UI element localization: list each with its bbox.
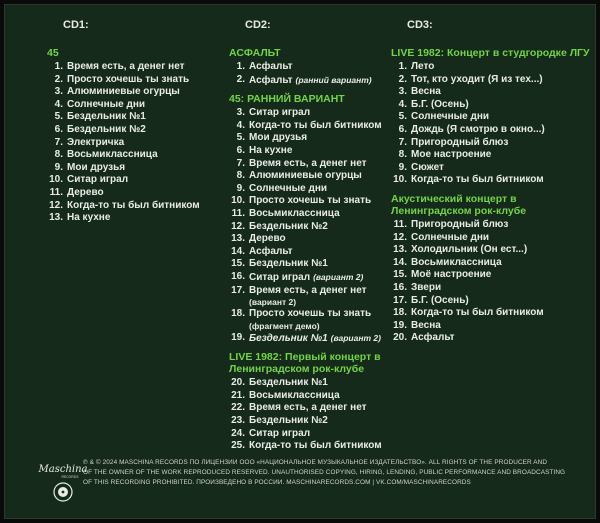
track-item (389, 86, 594, 99)
track-title (411, 219, 508, 232)
track-number: 13. (49, 212, 63, 224)
track-number: 11. (231, 207, 245, 219)
track-title (411, 307, 544, 320)
track-title (249, 170, 362, 183)
cd3-column (389, 19, 594, 345)
track-item (389, 162, 594, 175)
track-title (249, 221, 328, 234)
track-item (227, 402, 397, 415)
track-item (227, 107, 397, 120)
track-item (227, 258, 397, 271)
track-number: 12. (231, 220, 245, 232)
track-title-text: Бездельник №1 (249, 332, 328, 344)
track-item (45, 187, 225, 200)
track-title-text: Звери (411, 281, 442, 293)
track-number: 8. (54, 149, 63, 161)
track-number: 4. (54, 98, 63, 110)
track-item (227, 332, 397, 346)
track-title-text: Б.Г. (Осень) (411, 98, 469, 110)
track-title (411, 111, 489, 124)
track-title-text: Солнечные дни (411, 231, 490, 243)
track-title-text: Солнечные дни (67, 98, 146, 110)
track-item (227, 377, 397, 390)
track-title-text: Просто хочешь ты знать (67, 73, 190, 85)
track-item (389, 244, 594, 257)
track-title-text: Бездельник №2 (249, 415, 328, 427)
footer-line: ℗ & © 2024 MASCHINA RECORDS ПО ЛИЦЕНЗИИ ООО «НАЦИОНАЛЬНОЕ МУЗЫКАЛЬНОЕ ИЗДАТЕЛЬСТВО». ALL RIGHTS OF THE PRODUCER AND (83, 459, 548, 466)
cd1-column (45, 19, 225, 225)
track-number: 14. (231, 245, 245, 257)
track-title-text: Дождь (Я смотрю в окно...) (411, 123, 545, 135)
track-title-text: Дерево (67, 186, 104, 198)
track-number: 15. (393, 269, 407, 281)
track-title-text: Холодильник (Он ест...) (411, 244, 528, 256)
track-title-text: Ситар играл (249, 107, 311, 119)
track-note: (фрагмент демо) (249, 320, 320, 331)
track-number: 20. (393, 332, 407, 344)
footer-line: OF THE OWNER OF THE WORK REPRODUCED RESERVED. UNAUTHORISED COPYING, HIRING, LENDING, PUBLIC PERFORMANCE AND BROADCASTING (83, 469, 566, 476)
track-number: 22. (231, 402, 245, 414)
track-title-text: Когда-то ты был битником (411, 174, 544, 186)
track-number: 3. (54, 86, 63, 98)
track-note: (ранний вариант) (295, 74, 372, 85)
track-item (227, 428, 397, 441)
track-number: 14. (393, 256, 407, 268)
track-number: 11. (393, 218, 407, 230)
track-title-text: Весна (411, 86, 441, 98)
track-item (45, 86, 225, 99)
track-number: 4. (236, 119, 245, 131)
track-title-text: Бездельник №2 (67, 123, 146, 135)
track-number: 2. (398, 73, 407, 85)
track-item (227, 271, 397, 285)
track-title-text: Сюжет (411, 161, 444, 173)
track-title-text: Асфальт (411, 332, 455, 344)
track-item (227, 120, 397, 133)
track-item (389, 307, 594, 320)
track-title-text: Бездельник №1 (67, 111, 146, 123)
track-title-text: Просто хочешь ты знать (249, 195, 372, 207)
cd3-heading: CD3: (407, 19, 433, 31)
track-title (411, 137, 508, 150)
track-number: 1. (236, 61, 245, 72)
track-title-text: Восьмиклассница (411, 256, 502, 268)
track-item (389, 174, 594, 187)
track-title (67, 124, 146, 137)
track-item (389, 269, 594, 282)
track-title (411, 332, 454, 345)
section-title: 45: РАННИЙ ВАРИАНТ (229, 93, 345, 106)
track-item (227, 132, 397, 145)
track-note: (вариант 2) (249, 297, 297, 308)
track-title-text: Время есть, а денег нет (67, 61, 185, 72)
copyright-footer (83, 458, 588, 488)
track-title (411, 257, 502, 270)
track-item (389, 149, 594, 162)
section-title: 45 (47, 47, 59, 59)
track-number: 17. (231, 284, 245, 296)
track-item (227, 170, 397, 183)
track-title (411, 162, 444, 175)
track-number: 1. (54, 61, 63, 72)
track-number: 21. (231, 389, 245, 401)
track-title (411, 282, 441, 295)
track-number: 19. (231, 331, 245, 343)
track-number: 25. (231, 440, 245, 452)
track-number: 3. (236, 107, 245, 119)
track-title (249, 415, 328, 428)
track-item (389, 257, 594, 270)
track-number: 5. (54, 111, 63, 123)
track-number: 12. (393, 231, 407, 243)
track-title (411, 99, 469, 112)
track-item (45, 99, 225, 112)
track-title (249, 308, 371, 321)
track-number: 7. (398, 136, 407, 148)
track-number: 10. (49, 174, 63, 186)
track-title-text: Асфальт (249, 245, 293, 257)
track-title (411, 269, 491, 282)
track-item (45, 61, 225, 74)
track-title (249, 402, 367, 415)
track-item (45, 149, 225, 162)
track-item (227, 74, 397, 88)
track-number: 10. (393, 174, 407, 186)
track-item (227, 183, 397, 196)
track-title-text: Б.Г. (Осень) (411, 294, 469, 306)
track-number: 8. (236, 170, 245, 182)
track-number: 6. (398, 123, 407, 135)
track-item (227, 145, 397, 158)
track-item (389, 137, 594, 150)
track-title-text: Время есть, а денег нет (249, 284, 367, 296)
track-title (249, 208, 340, 221)
track-title (249, 332, 381, 346)
track-item (227, 208, 397, 221)
track-title (249, 195, 371, 208)
track-number: 9. (398, 161, 407, 173)
track-title (67, 162, 125, 175)
track-item (227, 195, 397, 208)
track-title-text: Алюминиевые огурцы (67, 86, 180, 98)
section-title: LIVE 1982: Первый концерт в Ленинградском рок-клубе (229, 351, 381, 376)
track-title-text: Время есть, а денег нет (249, 402, 367, 414)
track-number: 24. (231, 427, 245, 439)
track-title-text: Бездельник №2 (249, 220, 328, 232)
track-item (227, 390, 397, 403)
track-title (67, 74, 189, 87)
maschina-records-logo (38, 458, 88, 508)
track-title (249, 258, 328, 271)
track-item (389, 332, 594, 345)
track-number: 23. (231, 415, 245, 427)
track-item (227, 233, 397, 246)
track-title (249, 233, 286, 246)
track-number: 2. (54, 73, 63, 85)
track-number: 16. (393, 281, 407, 293)
track-item (389, 232, 594, 245)
track-title (67, 137, 124, 150)
track-title-text: Алюминиевые огурцы (249, 170, 362, 182)
track-item (389, 111, 594, 124)
track-title (411, 232, 489, 245)
track-item (389, 295, 594, 308)
track-title (67, 61, 185, 74)
track-number: 4. (398, 98, 407, 110)
track-title (249, 61, 292, 74)
track-title (411, 61, 434, 74)
track-title-text: Солнечные дни (249, 182, 328, 194)
track-title-text: Восьмиклассница (67, 149, 158, 161)
track-title-text: Солнечные дни (411, 111, 490, 123)
track-item (45, 162, 225, 175)
track-title (249, 107, 310, 120)
track-number: 10. (231, 195, 245, 207)
track-item (227, 415, 397, 428)
track-item (227, 221, 397, 234)
section-title: АСФАЛЬТ (229, 47, 281, 59)
track-title (249, 132, 307, 145)
track-number: 17. (393, 294, 407, 306)
track-number: 5. (398, 111, 407, 123)
track-title-text: Бездельник №1 (249, 377, 328, 389)
track-title (249, 390, 340, 403)
track-title-text: Моё настроение (411, 269, 492, 281)
track-item (227, 285, 397, 298)
track-number: 9. (54, 161, 63, 173)
track-title (67, 187, 104, 200)
logo-wordmark: Maschina (38, 464, 88, 475)
track-item (227, 158, 397, 171)
track-title-text: Тот, кто уходит (Я из тех...) (411, 73, 543, 85)
track-title (67, 111, 146, 124)
track-list (389, 219, 594, 345)
track-number: 3. (398, 86, 407, 98)
track-title (249, 377, 328, 390)
track-item (45, 124, 225, 137)
track-item (45, 137, 225, 150)
track-item (45, 200, 225, 213)
track-title-text: Электричка (67, 136, 125, 148)
track-item (45, 111, 225, 124)
track-title-text: Пригородный блюз (411, 218, 509, 230)
track-title-text: Дерево (249, 233, 286, 245)
logo-disc-hole-icon (62, 491, 65, 494)
track-number: 18. (393, 307, 407, 319)
track-item (389, 61, 594, 74)
track-item (45, 174, 225, 187)
track-title (411, 295, 469, 308)
track-note: (вариант 2) (330, 332, 381, 343)
track-item (227, 61, 397, 74)
track-note: (вариант 2) (313, 271, 364, 282)
track-number: 19. (393, 319, 407, 331)
track-title-text: Мои друзья (67, 161, 126, 173)
track-title-text: Ситар играл (67, 174, 129, 186)
track-list (45, 61, 225, 225)
track-number: 15. (231, 258, 245, 270)
track-title-text: Асфальт (249, 74, 293, 86)
track-title (249, 440, 382, 453)
cd-back-cover (4, 4, 596, 519)
cd1-heading: CD1: (63, 19, 89, 31)
track-title-text: Когда-то ты был битником (249, 119, 382, 131)
track-title-text: Асфальт (249, 61, 293, 72)
track-item (389, 219, 594, 232)
track-item (389, 74, 594, 87)
track-title (411, 124, 545, 137)
track-list (227, 377, 397, 453)
track-title (249, 285, 367, 298)
track-title (67, 174, 128, 187)
track-number: 9. (236, 182, 245, 194)
track-title-text: Когда-то ты был битником (249, 440, 382, 452)
track-item (45, 74, 225, 87)
track-title-text: Время есть, а денег нет (249, 157, 367, 169)
track-list (389, 61, 594, 187)
track-title (67, 200, 200, 213)
track-title-text: Бездельник №1 (249, 258, 328, 270)
track-number: 18. (231, 308, 245, 320)
track-title (67, 212, 110, 225)
logo-subtext: RECORDS (61, 475, 79, 479)
track-title-text: Весна (411, 319, 441, 331)
track-number: 13. (393, 244, 407, 256)
track-title (249, 158, 367, 171)
track-title-text: Ситар играл (249, 427, 311, 439)
track-number: 16. (231, 270, 245, 282)
track-title-text: Мои друзья (249, 132, 308, 144)
track-title-text: На кухне (67, 212, 111, 224)
track-title-text: Ситар играл (249, 271, 311, 283)
track-title (249, 246, 292, 259)
cd2-column (227, 19, 397, 453)
track-number: 6. (236, 144, 245, 156)
track-list (227, 61, 397, 87)
track-item (389, 320, 594, 333)
track-item (389, 99, 594, 112)
track-title (67, 99, 145, 112)
track-title (249, 428, 310, 441)
section-title: Акустический концерт в Ленинградском рок-клубе (391, 192, 527, 217)
track-number: 6. (54, 123, 63, 135)
track-title-text: Когда-то ты был битником (411, 307, 544, 319)
track-title (411, 149, 491, 162)
track-number: 13. (231, 233, 245, 245)
track-number: 2. (236, 73, 245, 85)
track-item (227, 440, 397, 453)
track-list (227, 107, 397, 345)
track-title (249, 120, 382, 133)
track-title-text: Лето (411, 61, 435, 72)
track-title-text: На кухне (249, 144, 293, 156)
track-number: 20. (231, 377, 245, 389)
track-number: 8. (398, 149, 407, 161)
footer-line: OF THIS RECORDING PROHIBITED. ПРОИЗВЕДЕНО В РОССИИ. MASCHINARECORDS.COM | VK.COM/MASCHINARECORDS (83, 479, 471, 486)
track-title (411, 244, 527, 257)
track-item (389, 282, 594, 295)
track-number: 11. (49, 186, 63, 198)
track-title (249, 271, 363, 285)
track-title-text: Когда-то ты был битником (67, 199, 200, 211)
track-number: 7. (54, 136, 63, 148)
track-title-text: Пригородный блюз (411, 136, 509, 148)
track-number: 1. (398, 61, 407, 72)
track-title-text: Восьмиклассница (249, 207, 340, 219)
cd2-heading: CD2: (245, 19, 271, 31)
track-title (67, 86, 180, 99)
track-title (411, 320, 441, 333)
track-item (45, 212, 225, 225)
track-number: 5. (236, 132, 245, 144)
track-number: 7. (236, 157, 245, 169)
track-title (249, 74, 372, 88)
track-title (67, 149, 158, 162)
section-title: LIVE 1982: Концерт в студгородке ЛГУ (391, 47, 590, 59)
track-title (411, 174, 544, 187)
track-title-text: Просто хочешь ты знать (249, 308, 372, 320)
track-number: 12. (49, 199, 63, 211)
track-item (227, 308, 397, 321)
track-title-text: Мое настроение (411, 149, 492, 161)
track-title (249, 145, 292, 158)
track-title (411, 86, 441, 99)
track-item (389, 124, 594, 137)
track-item (227, 246, 397, 259)
track-title-text: Восьмиклассница (249, 389, 340, 401)
track-title (249, 183, 327, 196)
track-title (411, 74, 543, 87)
